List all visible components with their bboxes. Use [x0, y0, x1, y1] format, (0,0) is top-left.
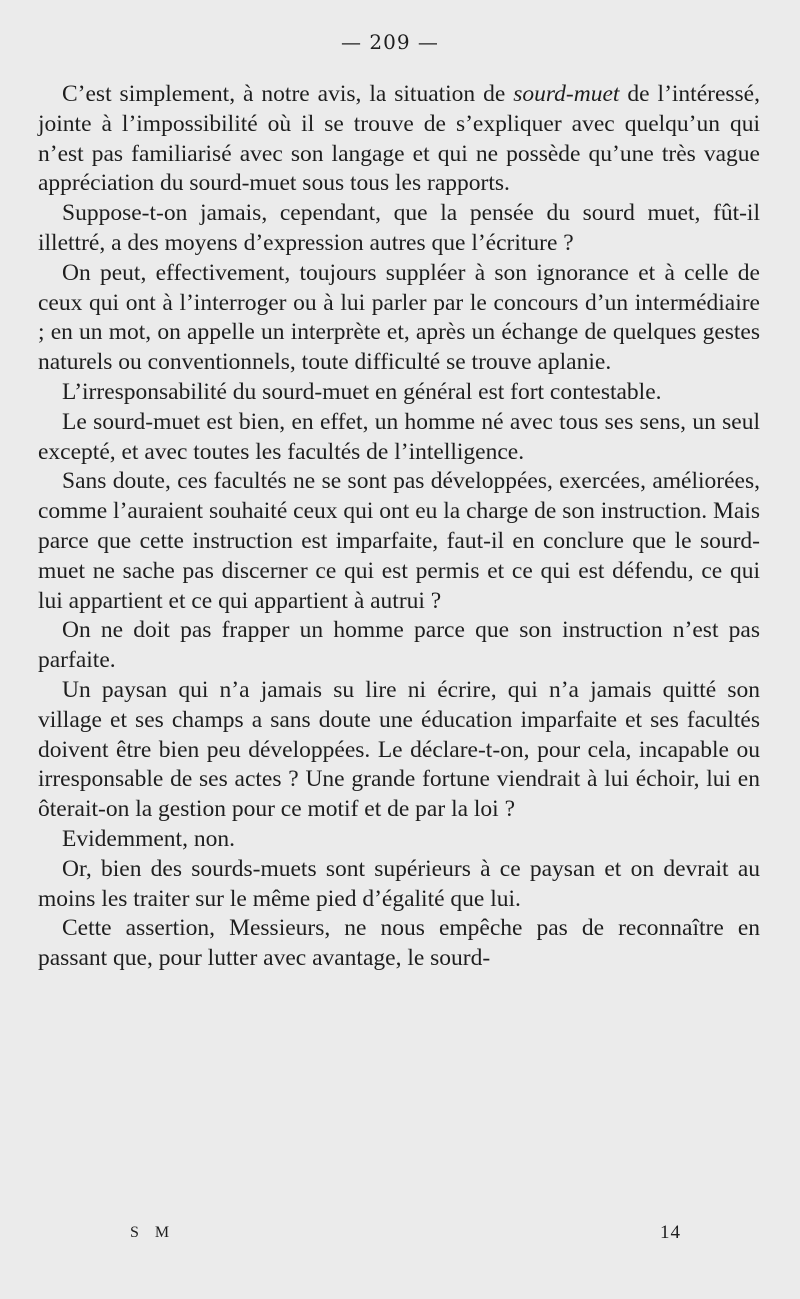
paragraph: On peut, effectivement, toujours suppléer à son ignorance et à celle de ceux qui ont à l’interroger ou à lui parler par le concours d’un intermédiaire ; en un mot, on appelle un interprète et, après un échange de quelques gestes naturels ou conventionnels, toute difficulté se trouve aplanie. — [38, 259, 760, 376]
paragraph — [38, 80, 760, 199]
body-text — [38, 80, 760, 974]
emphasized-term: sourd-muet — [513, 81, 620, 107]
paragraph: Cette assertion, Messieurs, ne nous empêche pas de reconnaître en passant que, pour lutter avec avantage, le sourd- — [38, 915, 760, 972]
page-number: — 209 — — [341, 30, 439, 54]
paragraph-text-start: C’est simplement, à notre avis, la situation de — [62, 81, 514, 107]
paragraph: L’irresponsabilité du sourd-muet en général est fort contestable. — [62, 378, 662, 405]
signature-mark: S M — [130, 1224, 176, 1241]
paragraph: Suppose-t-on jamais, cependant, que la pensée du sourd muet, fût-il illettré, a des moyens d’expression autres que l’écriture ? — [38, 200, 760, 256]
paragraph-text-end: de l’intéressé, jointe à l’impossibilité où il se trouve de s’expliquer avec quelqu’un qui n’est pas familiarisé avec son langage et qui ne possède qu’une très vague appréciation du sourd-muet sous tous les rapports. — [38, 81, 760, 197]
sheet-number: 14 — [660, 1222, 681, 1243]
paragraph: On ne doit pas frapper un homme parce que son instruction n’est pas parfaite. — [38, 617, 760, 674]
paragraph: Evidemment, non. — [62, 825, 235, 852]
page-footer — [0, 1222, 800, 1246]
paragraph: Un paysan qui n’a jamais su lire ni écrire, qui n’a jamais quitté son village et ses champs a sans doute une éducation imparfaite et ses facultés doivent être bien peu développées. Le déclare-t-on, pour cela, incapable ou irresponsable de ses actes ? Une grande fortune viendrait à lui échoir, lui en ôterait-on la gestion pour ce motif et de par la loi ? — [38, 676, 760, 823]
paragraph: Le sourd-muet est bien, en effet, un homme né avec tous ses sens, un seul excepté, et avec toutes les facultés de l’intelligence. — [38, 408, 760, 465]
paragraph: Sans doute, ces facultés ne se sont pas développées, exercées, améliorées, comme l’auraient souhaité ceux qui ont eu la charge de son instruction. Mais parce que cette instruction est imparfaite, faut-il en conclure que le sourd-muet ne sache pas discerner ce qui est permis et ce qui est défendu, ce qui lui appartient et ce qui appartient à autrui ? — [38, 468, 760, 614]
paragraph: Or, bien des sourds-muets sont supérieurs à ce paysan et on devrait au moins les traiter sur le même pied d’égalité que lui. — [38, 855, 760, 912]
